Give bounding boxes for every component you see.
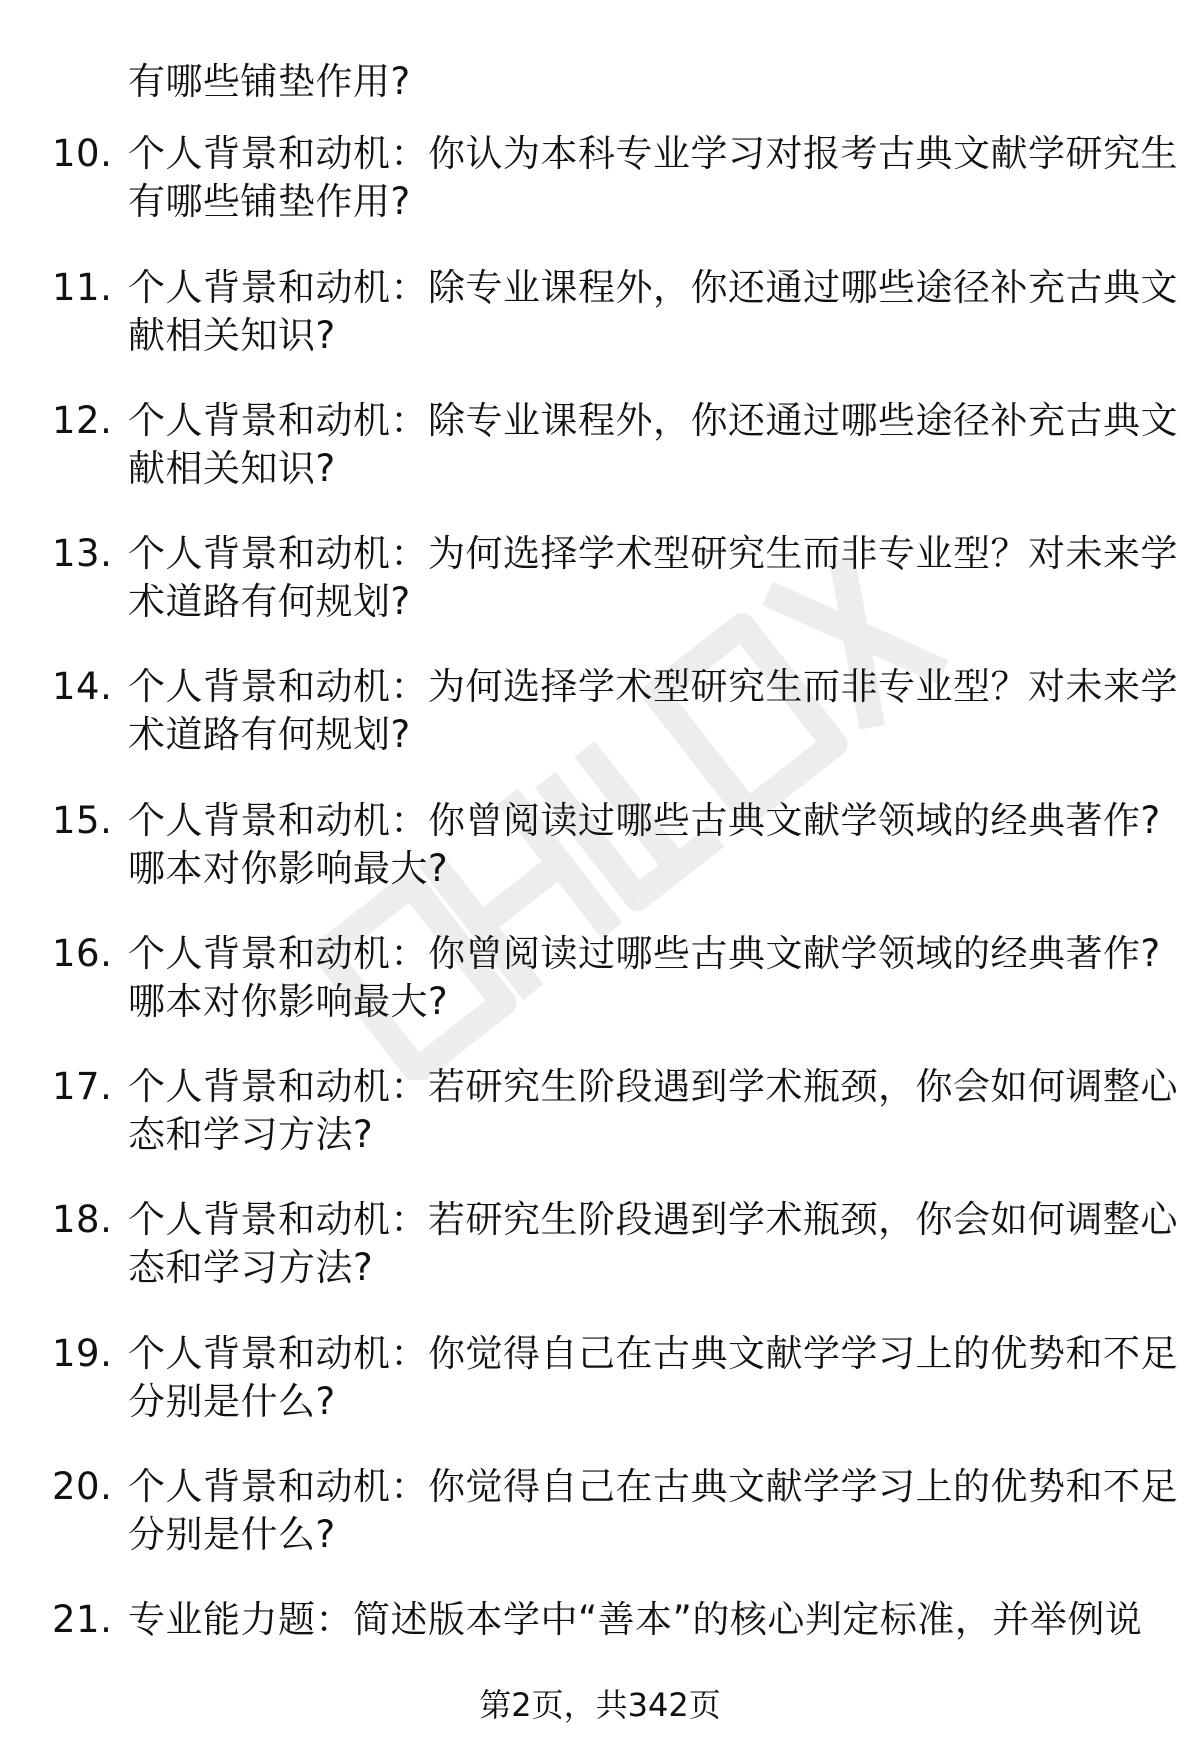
item-number: 21. bbox=[52, 1598, 113, 1641]
continuation-text: 有哪些铺垫作用? bbox=[128, 60, 411, 103]
item-number: 18. bbox=[52, 1198, 113, 1241]
item-text: 个人背景和动机：你认为本科专业学习对报考古典文献学研究生 bbox=[128, 132, 1178, 175]
page-footer: 第2页，共342页 bbox=[479, 1686, 721, 1724]
item-text: 有哪些铺垫作用? bbox=[128, 180, 411, 223]
item-text: 个人背景和动机：你觉得自己在古典文献学学习上的优势和不足 bbox=[128, 1332, 1178, 1375]
item-text: 个人背景和动机：你觉得自己在古典文献学学习上的优势和不足 bbox=[128, 1465, 1178, 1508]
item-text: 术道路有何规划? bbox=[128, 713, 411, 756]
item-text: 术道路有何规划? bbox=[128, 580, 411, 623]
item-text: 献相关知识? bbox=[128, 447, 336, 490]
item-number: 11. bbox=[52, 266, 113, 309]
item-text: 专业能力题：简述版本学中“善本”的核心判定标准，并举例说 bbox=[128, 1598, 1143, 1641]
item-text: 哪本对你影响最大? bbox=[128, 847, 449, 890]
item-text: 分别是什么? bbox=[128, 1513, 336, 1556]
item-number: 10. bbox=[52, 132, 113, 175]
item-text: 献相关知识? bbox=[128, 314, 336, 357]
item-text: 个人背景和动机：除专业课程外，你还通过哪些途径补充古典文 bbox=[128, 266, 1178, 309]
item-number: 16. bbox=[52, 932, 113, 975]
item-text: 态和学习方法? bbox=[128, 1246, 374, 1289]
item-text: 分别是什么? bbox=[128, 1380, 336, 1423]
item-text: 个人背景和动机：若研究生阶段遇到学术瓶颈，你会如何调整心 bbox=[128, 1065, 1178, 1108]
item-text: 个人背景和动机：你曾阅读过哪些古典文献学领域的经典著作? bbox=[128, 932, 1161, 975]
item-text: 个人背景和动机：若研究生阶段遇到学术瓶颈，你会如何调整心 bbox=[128, 1198, 1178, 1241]
item-text: 哪本对你影响最大? bbox=[128, 980, 449, 1023]
item-number: 14. bbox=[52, 665, 113, 708]
item-number: 20. bbox=[52, 1465, 113, 1508]
item-text: 个人背景和动机：除专业课程外，你还通过哪些途径补充古典文 bbox=[128, 399, 1178, 442]
item-number: 12. bbox=[52, 399, 113, 442]
item-text: 个人背景和动机：为何选择学术型研究生而非专业型？对未来学 bbox=[128, 665, 1178, 708]
item-number: 15. bbox=[52, 799, 113, 842]
item-text: 态和学习方法? bbox=[128, 1113, 374, 1156]
item-text: 个人背景和动机：你曾阅读过哪些古典文献学领域的经典著作? bbox=[128, 799, 1161, 842]
item-number: 17. bbox=[52, 1065, 113, 1108]
item-text: 个人背景和动机：为何选择学术型研究生而非专业型？对未来学 bbox=[128, 532, 1178, 575]
item-number: 19. bbox=[52, 1332, 113, 1375]
item-number: 13. bbox=[52, 532, 113, 575]
